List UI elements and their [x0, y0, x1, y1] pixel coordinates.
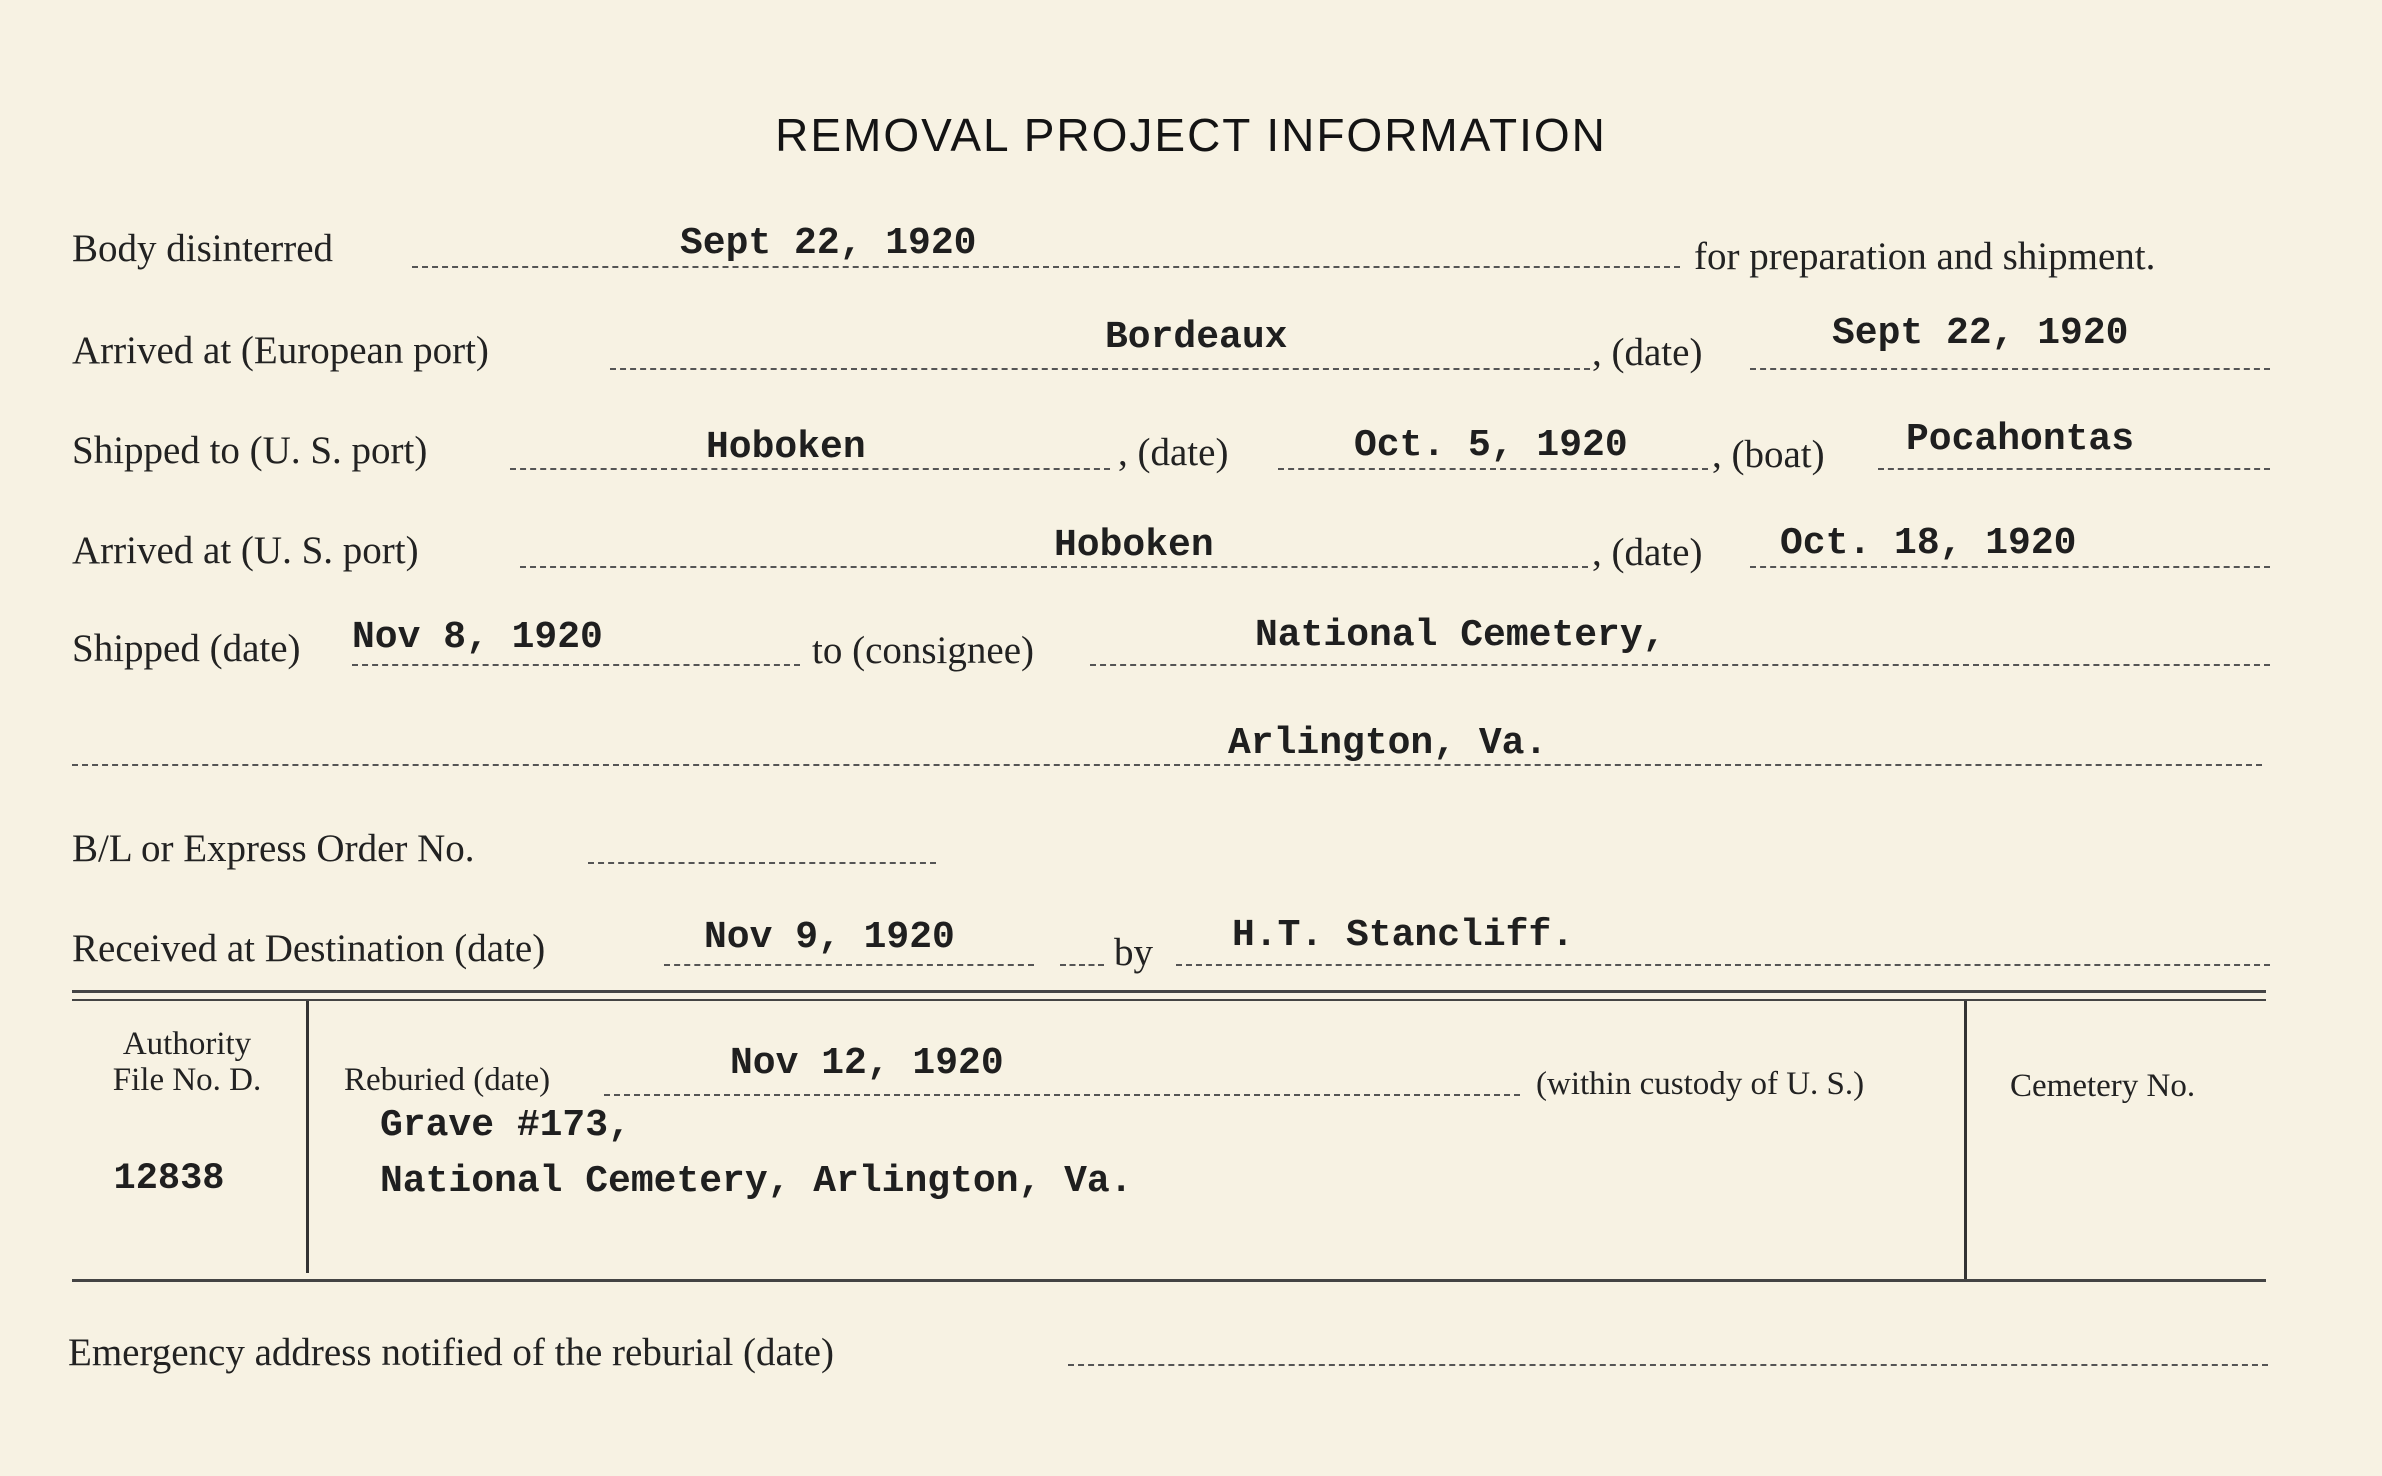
arrived-us-label: Arrived at (U. S. port) — [72, 529, 419, 572]
received-by-line — [1176, 964, 2270, 966]
emergency-label: Emergency address notified of the reburial (date) — [68, 1331, 834, 1374]
consignee-line2: Arlington, Va. — [1228, 722, 1548, 765]
reburied-label: Reburied (date) — [344, 1062, 551, 1098]
body-disinterred-value: Sept 22, 1920 — [680, 222, 977, 265]
body-disinterred-suffix: for preparation and shipment. — [1694, 235, 2156, 278]
shipped-date-line — [352, 664, 800, 666]
cemetery-no-label: Cemetery No. — [2010, 1068, 2196, 1104]
box-divider-left — [306, 1001, 309, 1273]
bl-order-label: B/L or Express Order No. — [72, 827, 475, 870]
european-date-line — [1750, 368, 2270, 370]
european-date-label: , (date) — [1592, 331, 1703, 374]
shipped-us-date-line — [1278, 468, 1708, 470]
top-double-rule-2 — [72, 999, 2266, 1001]
european-port-line — [610, 368, 1590, 370]
received-gap-line — [1060, 964, 1104, 966]
reburied-line — [604, 1094, 1520, 1096]
received-label: Received at Destination (date) — [72, 927, 546, 970]
body-disinterred-line — [412, 266, 1680, 268]
authority-file-no: 12838 — [113, 1158, 225, 1200]
shipped-us-date: Oct. 5, 1920 — [1354, 424, 1628, 467]
arrived-us-date-line — [1750, 566, 2270, 568]
european-date-value: Sept 22, 1920 — [1832, 312, 2129, 355]
authority-label-2: File No. D. — [112, 1062, 262, 1098]
shipped-us-port: Hoboken — [706, 426, 866, 469]
consignee-continuation-line — [72, 764, 2262, 766]
european-port-label: Arrived at (European port) — [72, 329, 489, 372]
emergency-line — [1068, 1364, 2268, 1366]
top-double-rule-1 — [72, 990, 2266, 993]
shipped-us-date-label: , (date) — [1118, 431, 1229, 474]
boat-line — [1878, 468, 2270, 470]
box-bottom-rule — [72, 1279, 2266, 1282]
european-port-value: Bordeaux — [1105, 316, 1288, 359]
arrived-us-date: Oct. 18, 1920 — [1780, 522, 2077, 565]
consignee-label: to (consignee) — [812, 629, 1035, 672]
reburial-grave: Grave #173, — [380, 1104, 631, 1147]
shipped-us-label: Shipped to (U. S. port) — [72, 429, 428, 472]
consignee-line — [1090, 664, 2270, 666]
body-disinterred-label: Body disinterred — [72, 227, 334, 270]
shipped-date-label: Shipped (date) — [72, 627, 301, 670]
arrived-us-port: Hoboken — [1054, 524, 1214, 567]
reburial-location: National Cemetery, Arlington, Va. — [380, 1160, 1133, 1203]
authority-label-1: Authority — [122, 1026, 252, 1062]
page-title: REMOVAL PROJECT INFORMATION — [775, 109, 1607, 161]
boat-label: , (boat) — [1712, 433, 1825, 476]
received-date: Nov 9, 1920 — [704, 916, 955, 959]
arrived-us-date-label: , (date) — [1592, 531, 1703, 574]
bl-order-line — [588, 862, 936, 864]
box-divider-right — [1964, 1001, 1967, 1281]
received-by-label: by — [1114, 931, 1153, 974]
received-date-line — [664, 964, 1034, 966]
reburied-date: Nov 12, 1920 — [730, 1042, 1004, 1085]
shipped-date-value: Nov 8, 1920 — [352, 616, 603, 659]
custody-label: (within custody of U. S.) — [1536, 1066, 1865, 1102]
received-by: H.T. Stancliff. — [1232, 914, 1575, 957]
consignee-line1: National Cemetery, — [1255, 614, 1666, 657]
boat-value: Pocahontas — [1906, 418, 2135, 461]
